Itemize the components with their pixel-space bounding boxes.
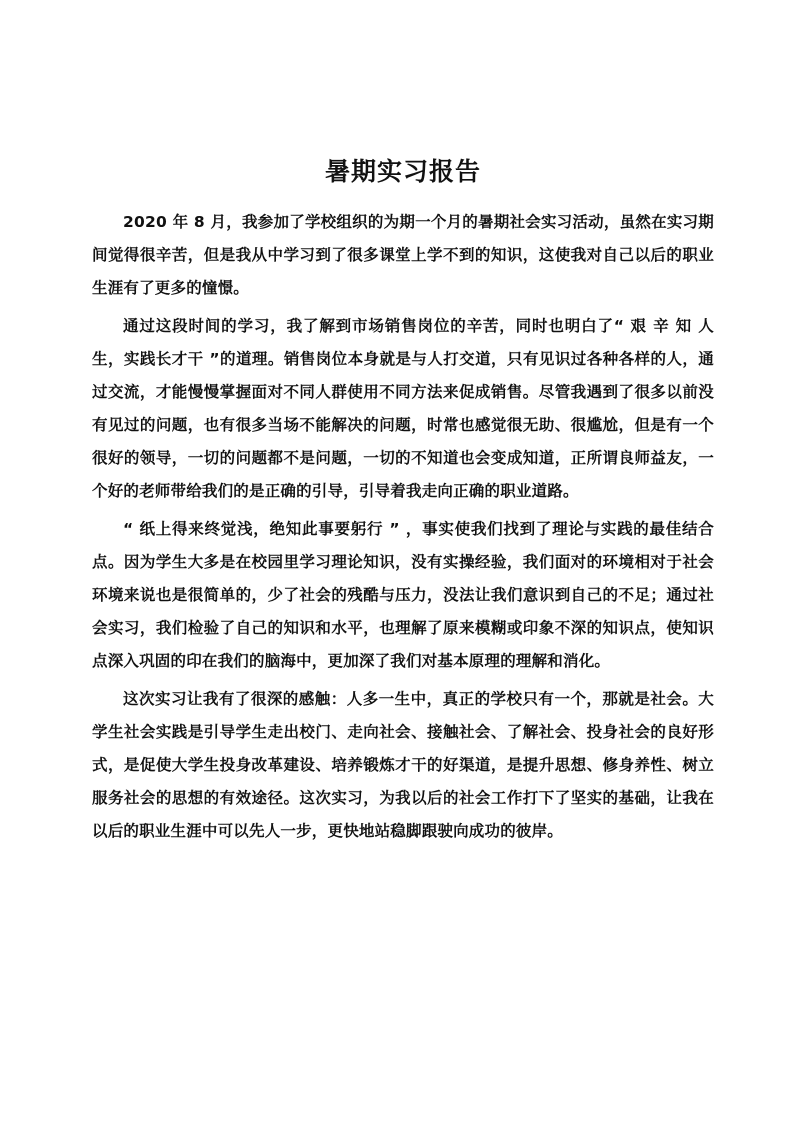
- document-page: [92, 152, 714, 853]
- document-title: 暑期实习报告: [324, 157, 481, 186]
- paragraph-4: 这次实习让我有了很深的感触：人多一生中，真正的学校只有一个，那就是社会。大学生社会实践是引导学生走出校门、走向社会、接触社会、了解社会、投身社会的良好形式，是促使大学生投身改革建设、培养锻炼才干的好渠道，是提升思想、修身养性、树立服务社会的思想的有效途径。这次实习，为我以后的社会工作打下了坚实的基础，让我在以后的职业生涯中可以先人一步，更快地站稳脚跟驶向成功的彼岸。: [92, 690, 714, 840]
- paragraph-1: 2020 年 8 月，我参加了学校组织的为期一个月的暑期社会实习活动，虽然在实习期间觉得很辛苦，但是我从中学习到了很多课堂上学不到的知识，这使我对自己以后的职业生涯有了更多的憧憬。: [92, 213, 714, 297]
- paragraph-3: “ 纸上得来终觉浅，绝知此事要躬行 ” ，事实使我们找到了理论与实践的最佳结合点。因为学生大多是在校园里学习理论知识，没有实操经验，我们面对的环境相对于社会环境来说也是很简单的，少了社会的残酷与压力，没法让我们意识到自己的不足；通过社会实习，我们检验了自己的知识和水平，也理解了原来模糊或印象不深的知识点，使知识点深入巩固的印在我们的脑海中，更加深了我们对基本原理的理解和消化。: [92, 520, 714, 670]
- paragraph-2: 通过这段时间的学习，我了解到市场销售岗位的辛苦，同时也明白了“ 艰 辛 知 人 生，实践长才干 ”的道理。销售岗位本身就是与人打交道，只有见识过各种各样的人，通过交流，才能慢慢掌握面对不同人群使用不同方法来促成销售。尽管我遇到了很多以前没有见过的问题，也有很多当场不能解决的问题，时常也感觉很无助、很尴尬，但是有一个很好的领导，一切的问题都不是问题，一切的不知道也会变成知道，正所谓良师益友，一个好的老师带给我们的是正确的引导，引导着我走向正确的职业道路。: [92, 317, 714, 500]
